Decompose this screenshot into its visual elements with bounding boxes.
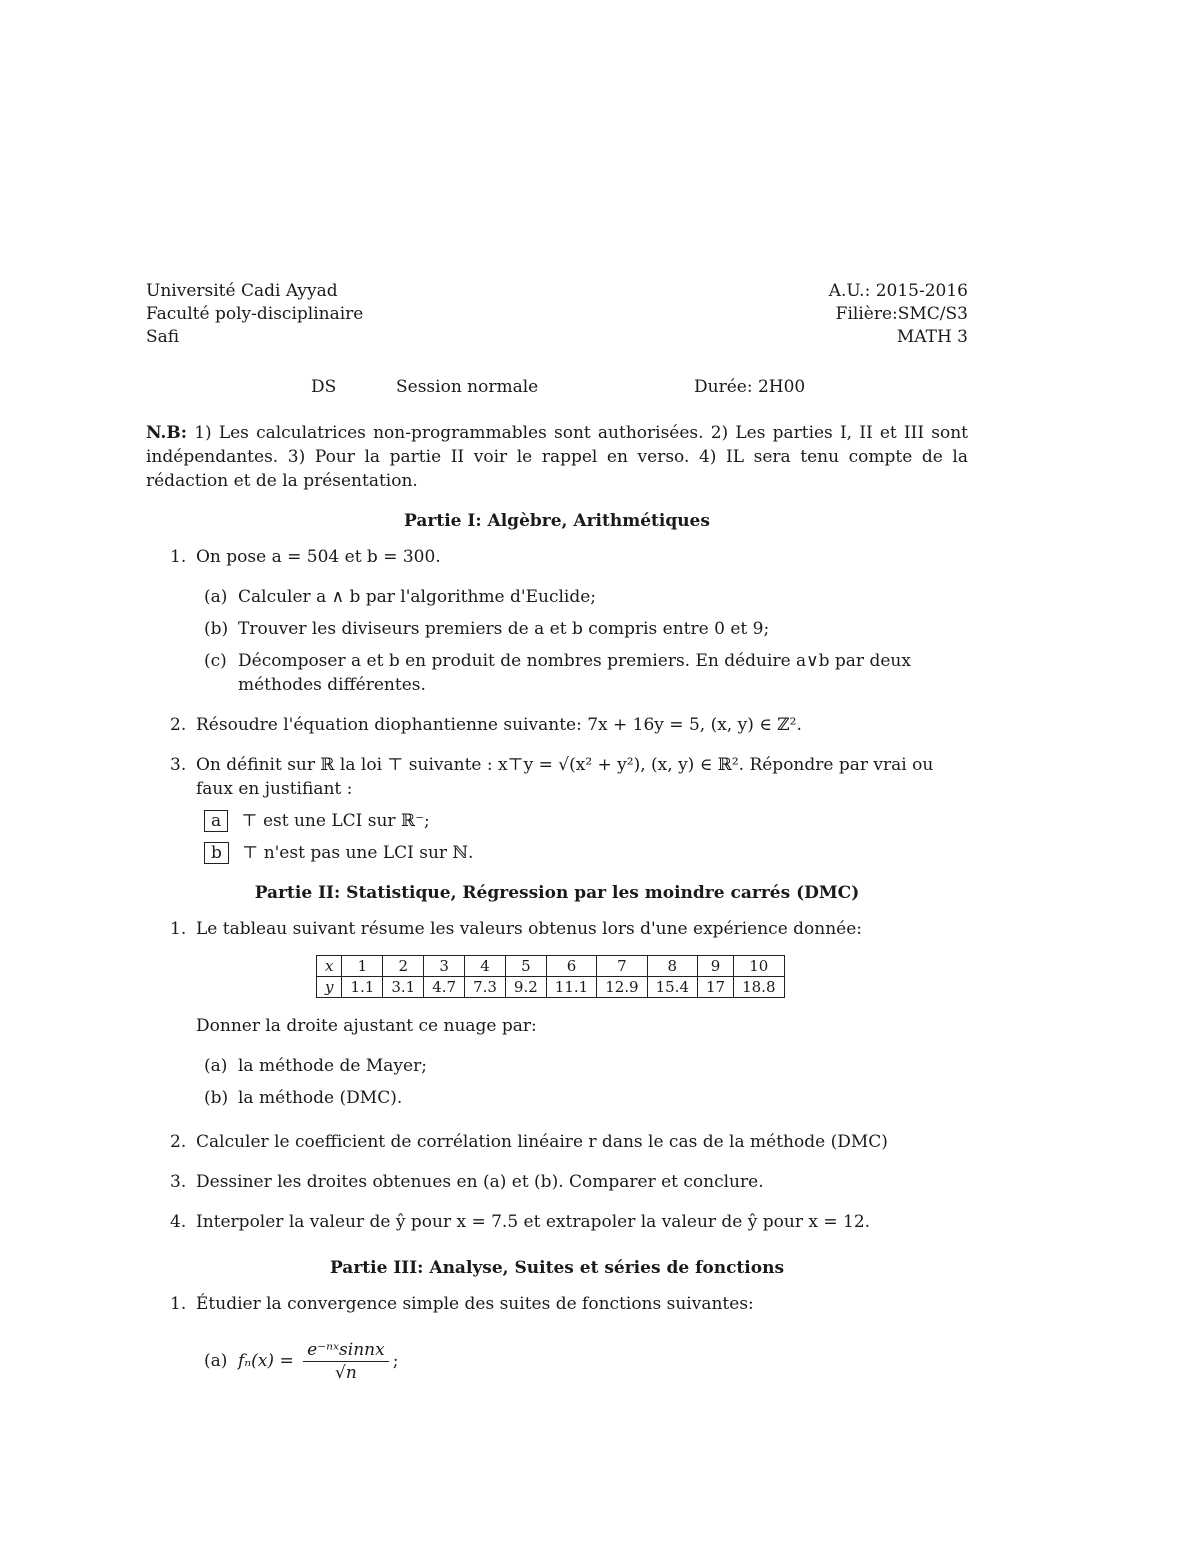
table-row-y [317,977,785,998]
table-cell: 9.2 [505,977,546,998]
table-cell: 18.8 [734,977,784,998]
part1-question-3 [146,753,968,801]
subquestion-label: (c) [204,651,227,671]
table-cell: 5 [505,956,546,977]
fraction [303,1339,389,1384]
table-header-cell: y [317,977,342,998]
table-cell: 7.3 [465,977,506,998]
subquestion-label: (b) [204,1088,229,1108]
statement-text: ⊤ est une LCI sur ℝ⁻; [241,811,430,831]
fit-method-b [146,1086,968,1110]
city-name: Safi [146,327,180,347]
fit-method-a [146,1054,968,1078]
program-name: Filière:SMC/S3 [835,304,968,324]
note-text: 1) Les calculatrices non-programmables sont authorisées. 2) Les parties I, II et III sont indépendantes. 3) Pour la partie II voir le rappel en verso. 4) IL sera tenu compte de la rédaction et de la présentation. [146,423,968,491]
question-number: 3. [170,755,187,775]
question-text: Interpoler la valeur de ŷ pour x = 7.5 et extrapoler la valeur de ŷ pour x = 12. [196,1212,871,1232]
faculty-name: Faculté poly-disciplinaire [146,304,364,324]
part3-title: Partie III: Analyse, Suites et séries de fonctions [329,1258,785,1278]
table-cell: 7 [597,956,647,977]
institution-block [146,280,363,349]
question-number: 4. [170,1212,187,1232]
part2-question-3 [146,1170,968,1194]
part1-question-2 [146,713,968,737]
question-number: 2. [170,715,187,735]
question-text: Résoudre l'équation diophantienne suivante: 7x + 16y = 5, (x, y) ∈ ℤ². [196,715,802,735]
question-text: Dessiner les droites obtenues en (a) et (b). Comparer et conclure. [196,1172,764,1192]
part2-question-4 [146,1210,968,1234]
table-cell: 8 [647,956,697,977]
question-number: 1. [170,919,187,939]
function-lhs: fₙ(x) = [238,1351,294,1371]
part1-q1-b [146,617,968,641]
subquestion-label: (a) [204,1351,228,1371]
academic-year: A.U.: 2015-2016 [828,281,968,301]
part2-question-2 [146,1130,968,1154]
question-number: 2. [170,1132,187,1152]
subquestion-text: Calculer a ∧ b par l'algorithme d'Euclide; [238,587,597,607]
table-cell: 1 [342,956,383,977]
subquestion-text: la méthode de Mayer; [238,1056,427,1076]
table-cell: 15.4 [647,977,697,998]
part3-question-1 [146,1292,968,1316]
university-name: Université Cadi Ayyad [146,281,338,301]
data-table [316,955,785,998]
table-cell: 1.1 [342,977,383,998]
table-cell: 12.9 [597,977,647,998]
course-name: MATH 3 [896,327,968,347]
table-cell: 4.7 [424,977,465,998]
boxed-label: b [204,842,229,864]
course-block [829,280,968,349]
table-cell: 17 [698,977,734,998]
table-cell: 4 [465,956,506,977]
statement-text: ⊤ n'est pas une LCI sur ℕ. [242,843,474,863]
subquestion-text: la méthode (DMC). [238,1088,403,1108]
subquestion-text: Décomposer a et b en produit de nombres premiers. En déduire a∨b par deux méthodes différentes. [238,651,911,695]
exam-duration: Durée: 2H00 [694,377,806,397]
exam-header [146,280,968,349]
subquestion-label: (b) [204,619,229,639]
table-cell: 3.1 [383,977,424,998]
formula-end: ; [392,1351,399,1371]
question-text: Le tableau suivant résume les valeurs obtenus lors d'une expérience donnée: [196,919,863,939]
part1-q1-a [146,585,968,609]
table-cell: 6 [546,956,596,977]
subquestion-label: (a) [204,587,228,607]
part1-q3-b [146,841,968,865]
exam-info-line [146,377,968,401]
table-cell: 3 [424,956,465,977]
fit-instruction: Donner la droite ajustant ce nuage par: [196,1016,537,1036]
question-text: Calculer le coefficient de corrélation linéaire r dans le cas de la méthode (DMC) [196,1132,888,1152]
question-number: 1. [170,547,187,567]
boxed-label: a [204,810,228,832]
subquestion-label: (a) [204,1056,228,1076]
part2-title: Partie II: Statistique, Régression par les moindre carrés (DMC) [254,883,860,903]
question-number: 1. [170,1294,187,1314]
table-header-cell: x [317,956,342,977]
table-row-x [317,956,785,977]
part1-q3-a [146,809,968,833]
fraction-numerator: e⁻ⁿˣsinnx [303,1339,389,1362]
exam-page [146,280,968,1386]
subquestion-text: Trouver les diviseurs premiers de a et b compris entre 0 et 9; [238,619,770,639]
exam-session: Session normale [396,377,539,397]
instructions-note [146,421,968,493]
part2-question-1 [146,917,968,941]
table-cell: 11.1 [546,977,596,998]
table-cell: 2 [383,956,424,977]
part1-question-1 [146,545,968,569]
question-text: On définit sur ℝ la loi ⊤ suivante : x⊤y = √(x² + y²), (x, y) ∈ ℝ². Répondre par vrai ou faux en justifiant : [196,755,934,799]
part1-q1-c [146,649,968,697]
note-label: N.B: [146,423,188,443]
part1-title: Partie I: Algèbre, Arithmétiques [404,511,710,531]
question-text: On pose a = 504 et b = 300. [196,547,441,567]
table-cell: 9 [698,956,734,977]
fraction-denominator: √n [335,1363,357,1383]
table-cell: 10 [734,956,784,977]
part3-q1-a [146,1336,968,1386]
question-number: 3. [170,1172,187,1192]
question-text: Étudier la convergence simple des suites de fonctions suivantes: [196,1294,754,1314]
exam-type: DS [311,377,337,397]
